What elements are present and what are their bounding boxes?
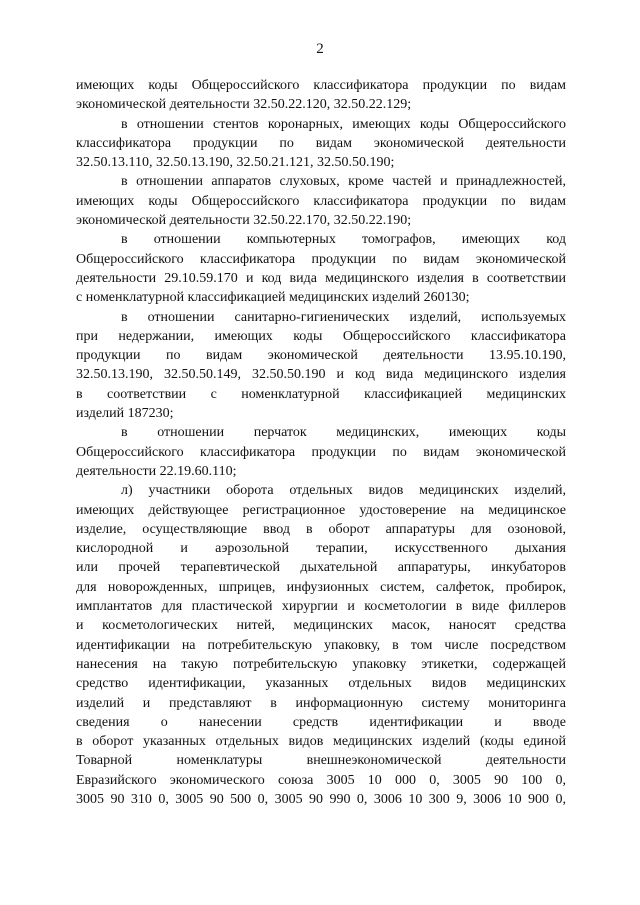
text-line: 32.50.13.110, 32.50.13.190, 32.50.21.121, 32.50.50.190; bbox=[76, 155, 395, 171]
text-line: в соответствии с номенклатурной классификацией медицинских bbox=[76, 386, 566, 402]
text-line: сведения о нанесении средств идентификации и вводе bbox=[76, 714, 566, 730]
text-line: Общероссийского классификатора продукции по видам экономической bbox=[76, 444, 566, 460]
paragraph bbox=[76, 172, 566, 230]
text-line: Товарной номенклатуры внешнеэкономической деятельности bbox=[76, 753, 566, 769]
paragraph bbox=[76, 76, 566, 115]
text-line: при недержании, имеющих коды Общероссийского классификатора bbox=[76, 328, 566, 344]
text-line: имеющих коды Общероссийского классификатора продукции по видам bbox=[76, 193, 566, 209]
paragraph bbox=[76, 115, 566, 173]
text-line: Евразийского экономического союза 3005 10 000 0, 3005 90 100 0, bbox=[76, 772, 566, 788]
text-line: деятельности 29.10.59.170 и код вида медицинского изделия в соответствии bbox=[76, 270, 566, 286]
text-line: средство идентификации, указанных отдельных видов медицинских bbox=[76, 676, 566, 692]
text-line: в оборот указанных отдельных видов медицинских изделий (коды единой bbox=[76, 734, 566, 750]
text-line: в отношении санитарно-гигиенических изделий, используемых bbox=[121, 309, 566, 325]
text-line: изделий 187230; bbox=[76, 406, 174, 422]
text-line: с номенклатурной классификацией медицинских изделий 260130; bbox=[76, 290, 470, 306]
paragraph bbox=[76, 230, 566, 307]
text-line: имеющих коды Общероссийского классификатора продукции по видам bbox=[76, 78, 566, 93]
text-line: имплантатов для пластической хирургии и косметологии в виде филлеров bbox=[76, 599, 566, 615]
paragraph bbox=[76, 423, 566, 481]
paragraph bbox=[76, 481, 566, 809]
text-line: в отношении компьютерных томографов, имеющих код bbox=[121, 232, 566, 248]
text-line: нанесения на такую потребительскую упаковку этикетки, содержащей bbox=[76, 656, 566, 672]
text-line: 32.50.13.190, 32.50.50.149, 32.50.50.190 и код вида медицинского изделия bbox=[76, 367, 566, 383]
text-line: 3005 90 310 0, 3005 90 500 0, 3005 90 990 0, 3006 10 300 9, 3006 10 900 0, bbox=[76, 791, 566, 807]
text-line: в отношении аппаратов слуховых, кроме частей и принадлежностей, bbox=[121, 174, 566, 190]
text-line: изделий и представляют в информационную систему мониторинга bbox=[76, 695, 566, 711]
text-line: и косметологических нитей, медицинских масок, наносят средства bbox=[76, 618, 566, 634]
page-number: 2 bbox=[316, 41, 324, 57]
text-line: деятельности 22.19.60.110; bbox=[76, 463, 237, 479]
text-line: идентификации на потребительскую упаковку, в том числе посредством bbox=[76, 637, 566, 653]
text-line: изделие, осуществляющие ввод в оборот аппаратуры для озоновой, bbox=[76, 521, 566, 537]
text-line: экономической деятельности 32.50.22.120, 32.50.22.129; bbox=[76, 97, 412, 113]
text-line: в отношении перчаток медицинских, имеющих коды bbox=[121, 425, 566, 441]
text-line: экономической деятельности 32.50.22.170, 32.50.22.190; bbox=[76, 213, 412, 229]
text-line: л) участники оборота отдельных видов медицинских изделий, bbox=[121, 483, 566, 499]
text-line: в отношении стентов коронарных, имеющих коды Общероссийского bbox=[121, 116, 566, 132]
text-line: для новорожденных, шприцев, инфузионных систем, салфеток, пробирок, bbox=[76, 579, 566, 595]
text-line: имеющих действующее регистрационное удостоверение на медицинское bbox=[76, 502, 566, 518]
paragraph bbox=[76, 308, 566, 424]
text-line: продукции по видам экономической деятельности 13.95.10.190, bbox=[76, 348, 566, 364]
text-line: кислородной и аэрозольной терапии, искусственного дыхания bbox=[76, 541, 566, 557]
document-body bbox=[76, 76, 566, 809]
text-line: или прочей терапевтической дыхательной аппаратуры, инкубаторов bbox=[76, 560, 566, 576]
text-line: классификатора продукции по видам экономической деятельности bbox=[76, 135, 566, 151]
text-line: Общероссийского классификатора продукции по видам экономической bbox=[76, 251, 566, 267]
